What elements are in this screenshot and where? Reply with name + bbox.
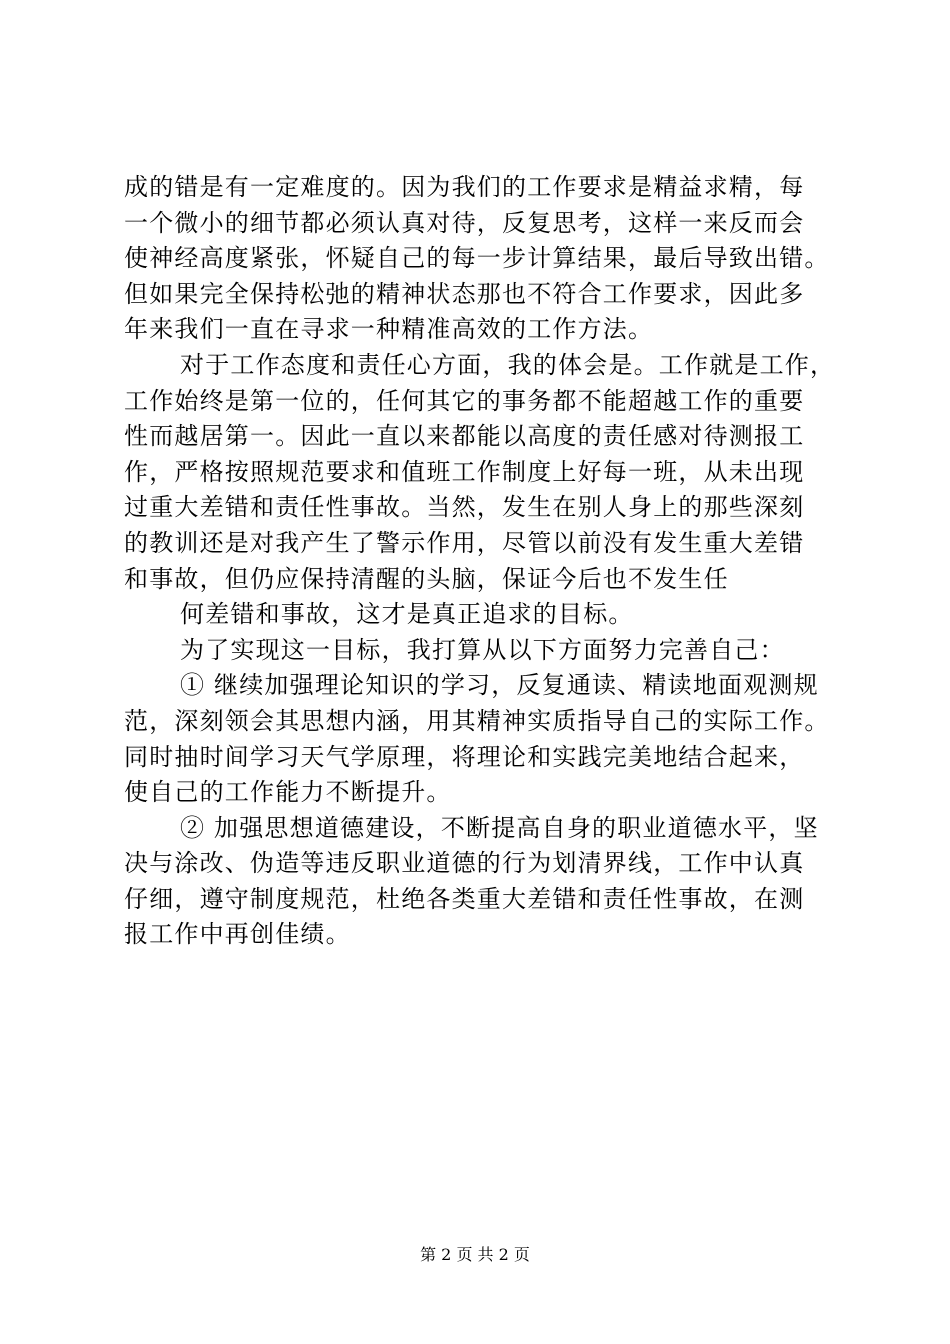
text-line: 性而越居第一。因此一直以来都能以高度的责任感对待测报工 bbox=[124, 422, 805, 451]
text-line: 范，深刻领会其思想内涵，用其精神实质指导自己的实际工作。 bbox=[124, 706, 830, 735]
text-line: 使神经高度紧张，怀疑自己的每一步计算结果，最后导致出错。 bbox=[124, 244, 830, 273]
text-line: 使自己的工作能力不断提升。 bbox=[124, 778, 452, 807]
text-line: 但如果完全保持松弛的精神状态那也不符合工作要求，因此多 bbox=[124, 279, 805, 308]
text-line: 成的错是有一定难度的。因为我们的工作要求是精益求精，每 bbox=[124, 173, 805, 201]
text-line: 决与涂改、伪造等违反职业道德的行为划清界线，工作中认真 bbox=[124, 849, 805, 878]
text-line: 仔细，遵守制度规范，杜绝各类重大差错和责任性事故，在测 bbox=[124, 884, 805, 913]
body-text bbox=[124, 170, 836, 953]
text-line: 为了实现这一目标，我打算从以下方面努力完善自己： bbox=[180, 635, 785, 664]
text-line: 工作始终是第一位的，任何其它的事务都不能超越工作的重要 bbox=[124, 386, 805, 415]
text-line: ① 继续加强理论知识的学习，反复通读、精读地面观测规 bbox=[180, 671, 819, 700]
text-line: ② 加强思想道德建设，不断提高自身的职业道德水平，坚 bbox=[180, 813, 819, 842]
text-line: 的教训还是对我产生了警示作用，尽管以前没有发生重大差错 bbox=[124, 528, 805, 557]
text-line: 同时抽时间学习天气学原理，将理论和实践完美地结合起来， bbox=[124, 742, 805, 771]
text-line: 作，严格按照规范要求和值班工作制度上好每一班，从未出现 bbox=[124, 457, 805, 486]
page-footer: 第 2 页 共 2 页 bbox=[420, 1245, 530, 1264]
text-line: 一个微小的细节都必须认真对待，反复思考，这样一来反而会 bbox=[124, 208, 805, 237]
text-line: 和事故，但仍应保持清醒的头脑，保证今后也不发生任 bbox=[124, 564, 729, 593]
text-line: 报工作中再创佳绩。 bbox=[124, 920, 351, 949]
text-line: 年来我们一直在寻求一种精准高效的工作方法。 bbox=[124, 315, 654, 344]
text-line: 对于工作态度和责任心方面，我的体会是。工作就是工作， bbox=[180, 350, 836, 379]
text-line: 过重大差错和责任性事故。当然，发生在别人身上的那些深刻 bbox=[124, 493, 805, 522]
text-line: 何差错和事故，这才是真正追求的目标。 bbox=[180, 600, 634, 629]
